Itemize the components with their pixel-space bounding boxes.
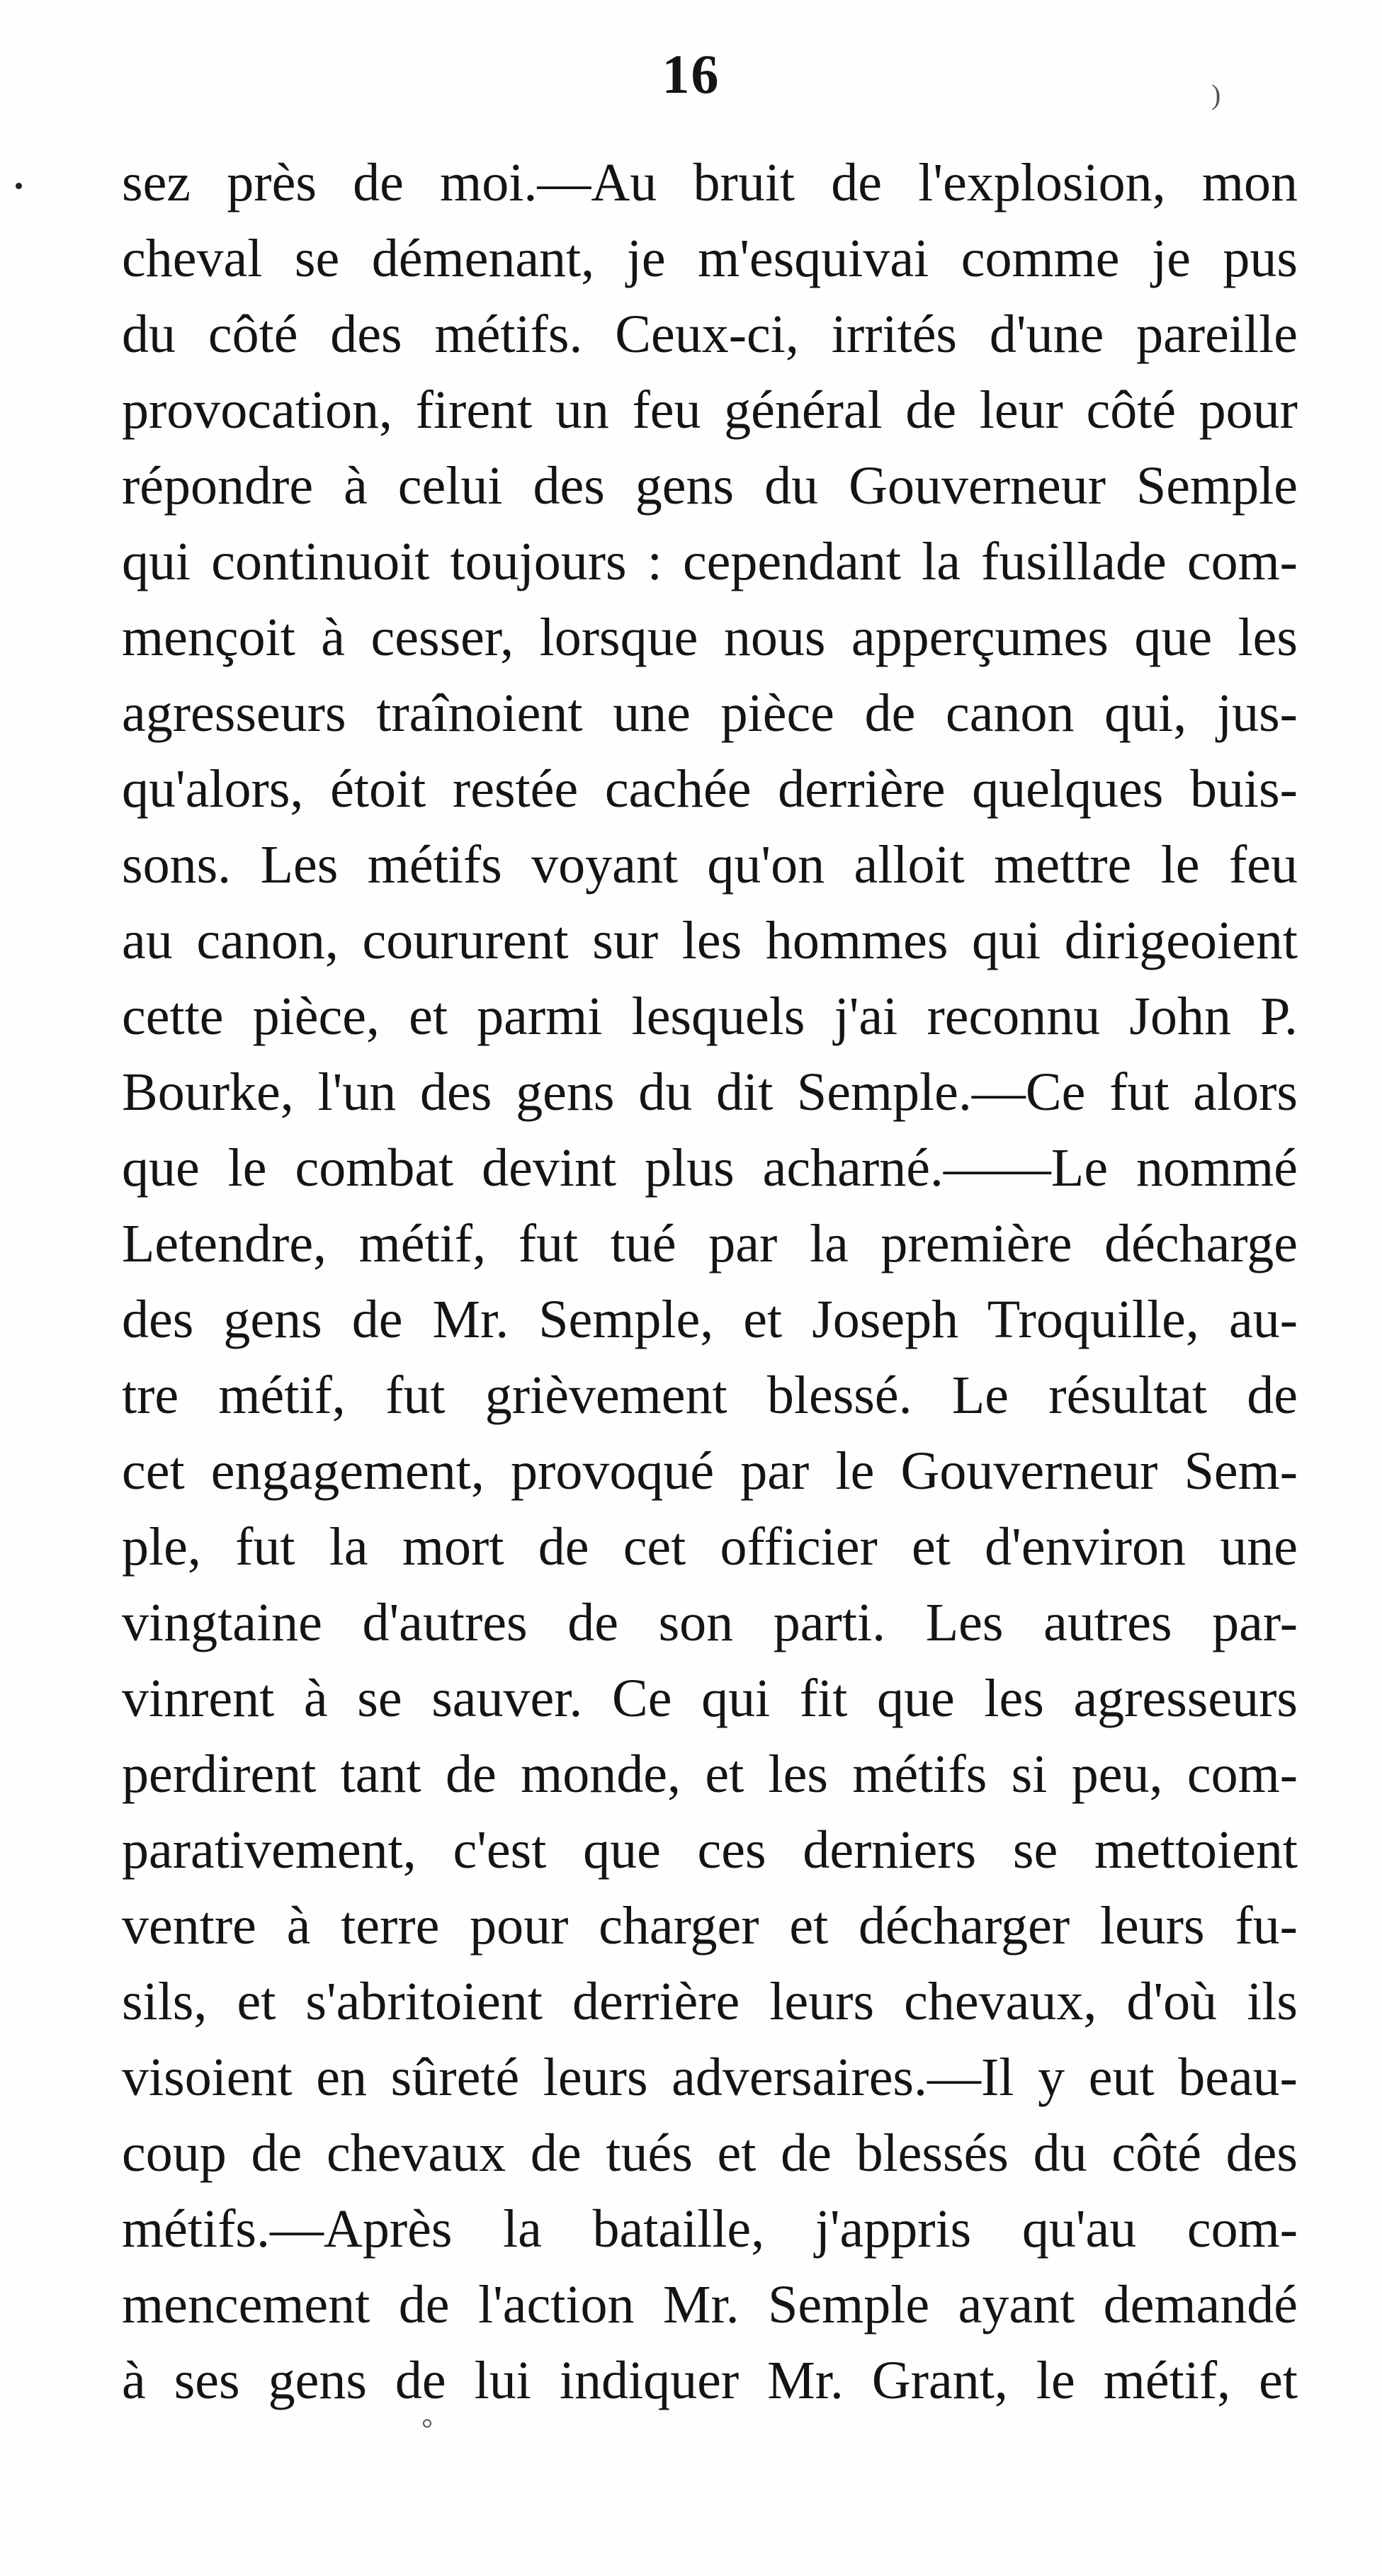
text-line: vingtaine d'autres de son parti. Les autres par-	[122, 1593, 1298, 1652]
text-line: au canon, coururent sur les hommes qui dirigeoient	[122, 911, 1298, 970]
text-line: sez près de moi.—Au bruit de l'explosion, mon	[122, 153, 1298, 212]
text-line: qui continuoit toujours : cependant la fusillade com-	[122, 532, 1298, 591]
text-line: sons. Les métifs voyant qu'on alloit mettre le feu	[122, 835, 1298, 895]
text-line: Bourke, l'un des gens du dit Semple.—Ce fut alors	[122, 1062, 1298, 1122]
text-line: vinrent à se sauver. Ce qui fit que les agresseurs	[122, 1669, 1298, 1728]
text-line: sils, et s'abritoient derrière leurs chevaux, d'où ils	[122, 1972, 1298, 2031]
text-line: coup de chevaux de tués et de blessés du côté des	[122, 2123, 1298, 2183]
stray-ink-mark: °	[421, 2412, 433, 2444]
text-line: mençoit à cesser, lorsque nous apperçumes que les	[122, 608, 1298, 667]
text-line: ventre à terre pour charger et décharger leurs fu-	[122, 1896, 1298, 1956]
text-line: cet engagement, provoqué par le Gouverneur Sem-	[122, 1441, 1298, 1501]
text-line: qu'alors, étoit restée cachée derrière quelques buis-	[122, 759, 1298, 819]
text-line: perdirent tant de monde, et les métifs si peu, com-	[122, 1744, 1298, 1804]
text-line: provocation, firent un feu général de leur côté pour	[122, 380, 1298, 440]
text-line: agresseurs traînoient une pièce de canon qui, jus-	[122, 683, 1298, 743]
text-line: que le combat devint plus acharné.——Le nommé	[122, 1138, 1298, 1198]
body-text	[122, 145, 1298, 2419]
text-line: parativement, c'est que ces derniers se mettoient	[122, 1820, 1298, 1880]
text-line: visoient en sûreté leurs adversaires.—Il y eut beau-	[122, 2048, 1298, 2107]
text-line: cheval se démenant, je m'esquivai comme je pus	[122, 229, 1298, 288]
text-line: cette pièce, et parmi lesquels j'ai reconnu John P.	[122, 987, 1298, 1046]
text-line: du côté des métifs. Ceux-ci, irrités d'une pareille	[122, 305, 1298, 364]
stray-ink-dot	[16, 183, 22, 189]
page-number: 16	[662, 43, 720, 105]
text-line: répondre à celui des gens du Gouverneur Semple	[122, 456, 1298, 516]
text-line: métifs.—Après la bataille, j'appris qu'au com-	[122, 2199, 1298, 2259]
stray-ink-mark: )	[1211, 79, 1221, 110]
text-line: des gens de Mr. Semple, et Joseph Troquille, au-	[122, 1290, 1298, 1349]
text-line: ple, fut la mort de cet officier et d'environ une	[122, 1517, 1298, 1577]
text-line: mencement de l'action Mr. Semple ayant demandé	[122, 2275, 1298, 2334]
text-line: à ses gens de lui indiquer Mr. Grant, le métif, et	[122, 2351, 1298, 2410]
text-line: tre métif, fut grièvement blessé. Le résultat de	[122, 1366, 1298, 1425]
text-line: Letendre, métif, fut tué par la première décharge	[122, 1214, 1298, 1273]
